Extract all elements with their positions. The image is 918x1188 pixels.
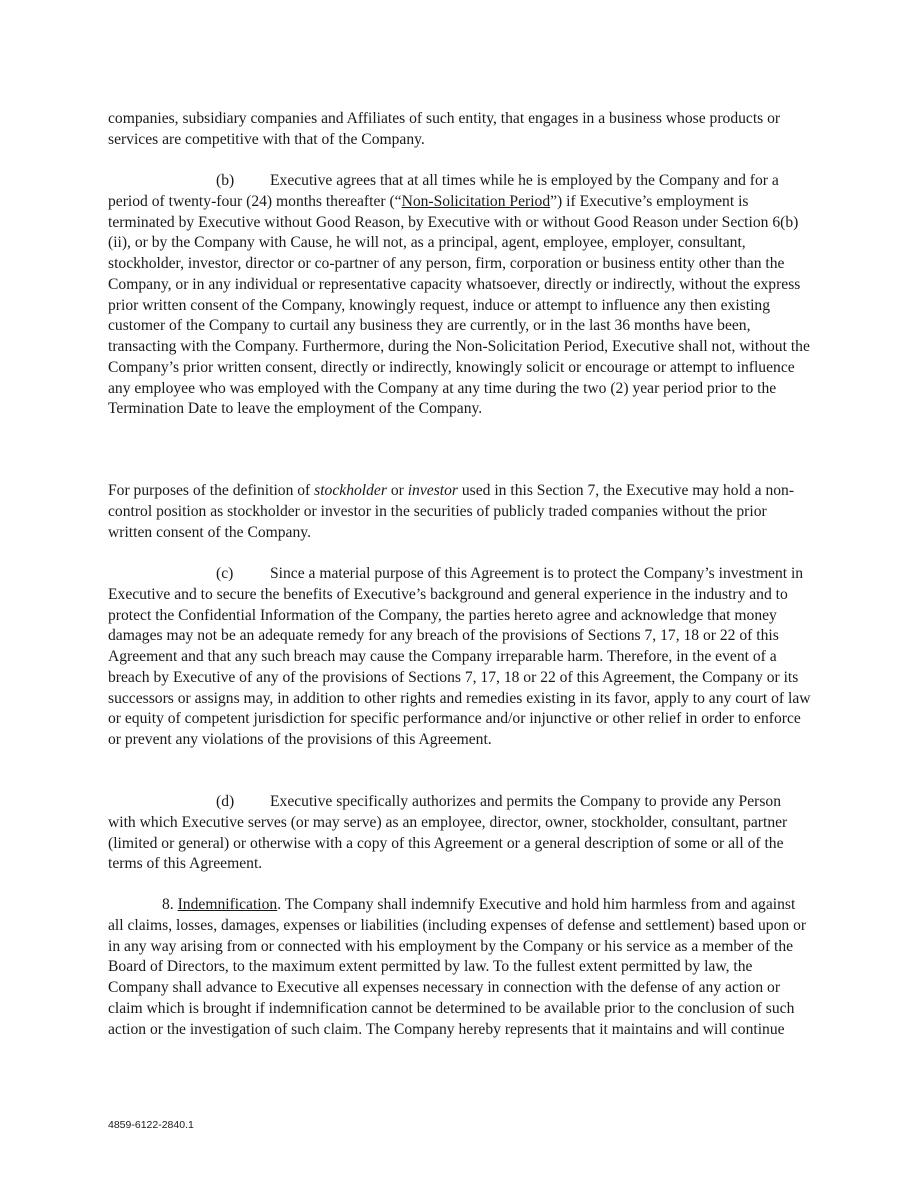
- section-8-indemnification: [108, 895, 812, 1040]
- paragraph-definition-note: For purposes of the definition of stockholder or investor used in this Section 7, the Executive may hold a non-control position as stockholder or investor in the securities of publicly traded companies without the prior written consent of the Company.: [108, 482, 795, 541]
- italic-term-stockholder: stockholder: [314, 482, 387, 499]
- paragraph-continuation: [108, 109, 812, 151]
- clause-text-pre: Executive agrees that at all times while he is employed by the Company and for a period of twenty-four (24) months thereafter (“: [108, 172, 779, 210]
- clause-label: (c): [216, 565, 234, 582]
- defined-term: Non-Solicitation Period: [401, 192, 551, 210]
- paragraph-7b: [108, 171, 812, 420]
- document-id-footer: 4859-6122-2840.1: [108, 1119, 194, 1131]
- clause-label: (b): [216, 172, 235, 189]
- paragraph-7c: [108, 564, 812, 751]
- section-number: 8.: [162, 896, 174, 913]
- italic-term-investor: investor: [407, 482, 458, 499]
- section-heading: Indemnification: [177, 896, 278, 913]
- paragraph-text: companies, subsidiary companies and Affiliates of such entity, that engages in a business whose products or services are competitive with that of the Company.: [108, 110, 781, 148]
- clause-text-post: ”) if Executive’s employment is terminated by Executive without Good Reason, by Executive with or without Good Reason under Section 6(b)(ii), or by the Company with Cause, he will not, as a principal, agent, employee, employer, consultant, stockholder, investor, director or co-partner of any person, firm, corporation or business entity other than the Company, or in any individual or representative capacity whatsoever, directly or indirectly, without the express prior written consent of the Company, knowingly request, induce or attempt to influence any then existing customer of the Company to curtail any business they are currently, or in the last 36 months have been, transacting with the Company. Furthermore, during the Non-Solicitation Period, Executive shall not, without the Company’s prior written consent, directly or indirectly, knowingly solicit or encourage or attempt to influence any employee who was employed with the Company at any time during the two (2) year period prior to the Termination Date to leave the employment of the Company.: [108, 192, 810, 418]
- paragraph-7d: [108, 792, 812, 875]
- clause-label: (d): [216, 793, 235, 810]
- clause-text: Since a material purpose of this Agreement is to protect the Company’s investment in Executive and to secure the benefits of Executive’s background and general experience in the industry and to protect the Confidential Information of the Company, the parties hereto agree and acknowledge that money damages may not be an adequate remedy for any breach of the provisions of Sections 7, 17, 18 or 22 of this Agreement and that any such breach may cause the Company irreparable harm. Therefore, in the event of a breach by Executive of any of the provisions of Sections 7, 17, 18 or 22 of this Agreement, the Company or its successors or assigns may, in addition to other rights and remedies existing in its favor, apply to any court of law or equity of competent jurisdiction for specific performance and/or injunctive or other relief in order to enforce or prevent any violations of the provisions of this Agreement.: [108, 565, 811, 748]
- section-text: . The Company shall indemnify Executive and hold him harmless from and against all claims, losses, damages, expenses or liabilities (including expenses of defense and settlement) based upon or in any way arising from or connected with his employment by the Company or his service as a member of the Board of Directors, to the maximum extent permitted by law. To the fullest extent permitted by law, the Company shall advance to Executive all expenses necessary in connection with the defense of any action or claim which is brought if indemnification cannot be determined to be available prior to the conclusion of such action or the investigation of such claim. The Company hereby represents that it maintains and will continue: [108, 896, 807, 1038]
- clause-text: Executive specifically authorizes and permits the Company to provide any Person with which Executive serves (or may serve) as an employee, director, owner, stockholder, consultant, partner (limited or general) or otherwise with a copy of this Agreement or a general description of some or all of the terms of this Agreement.: [108, 793, 788, 873]
